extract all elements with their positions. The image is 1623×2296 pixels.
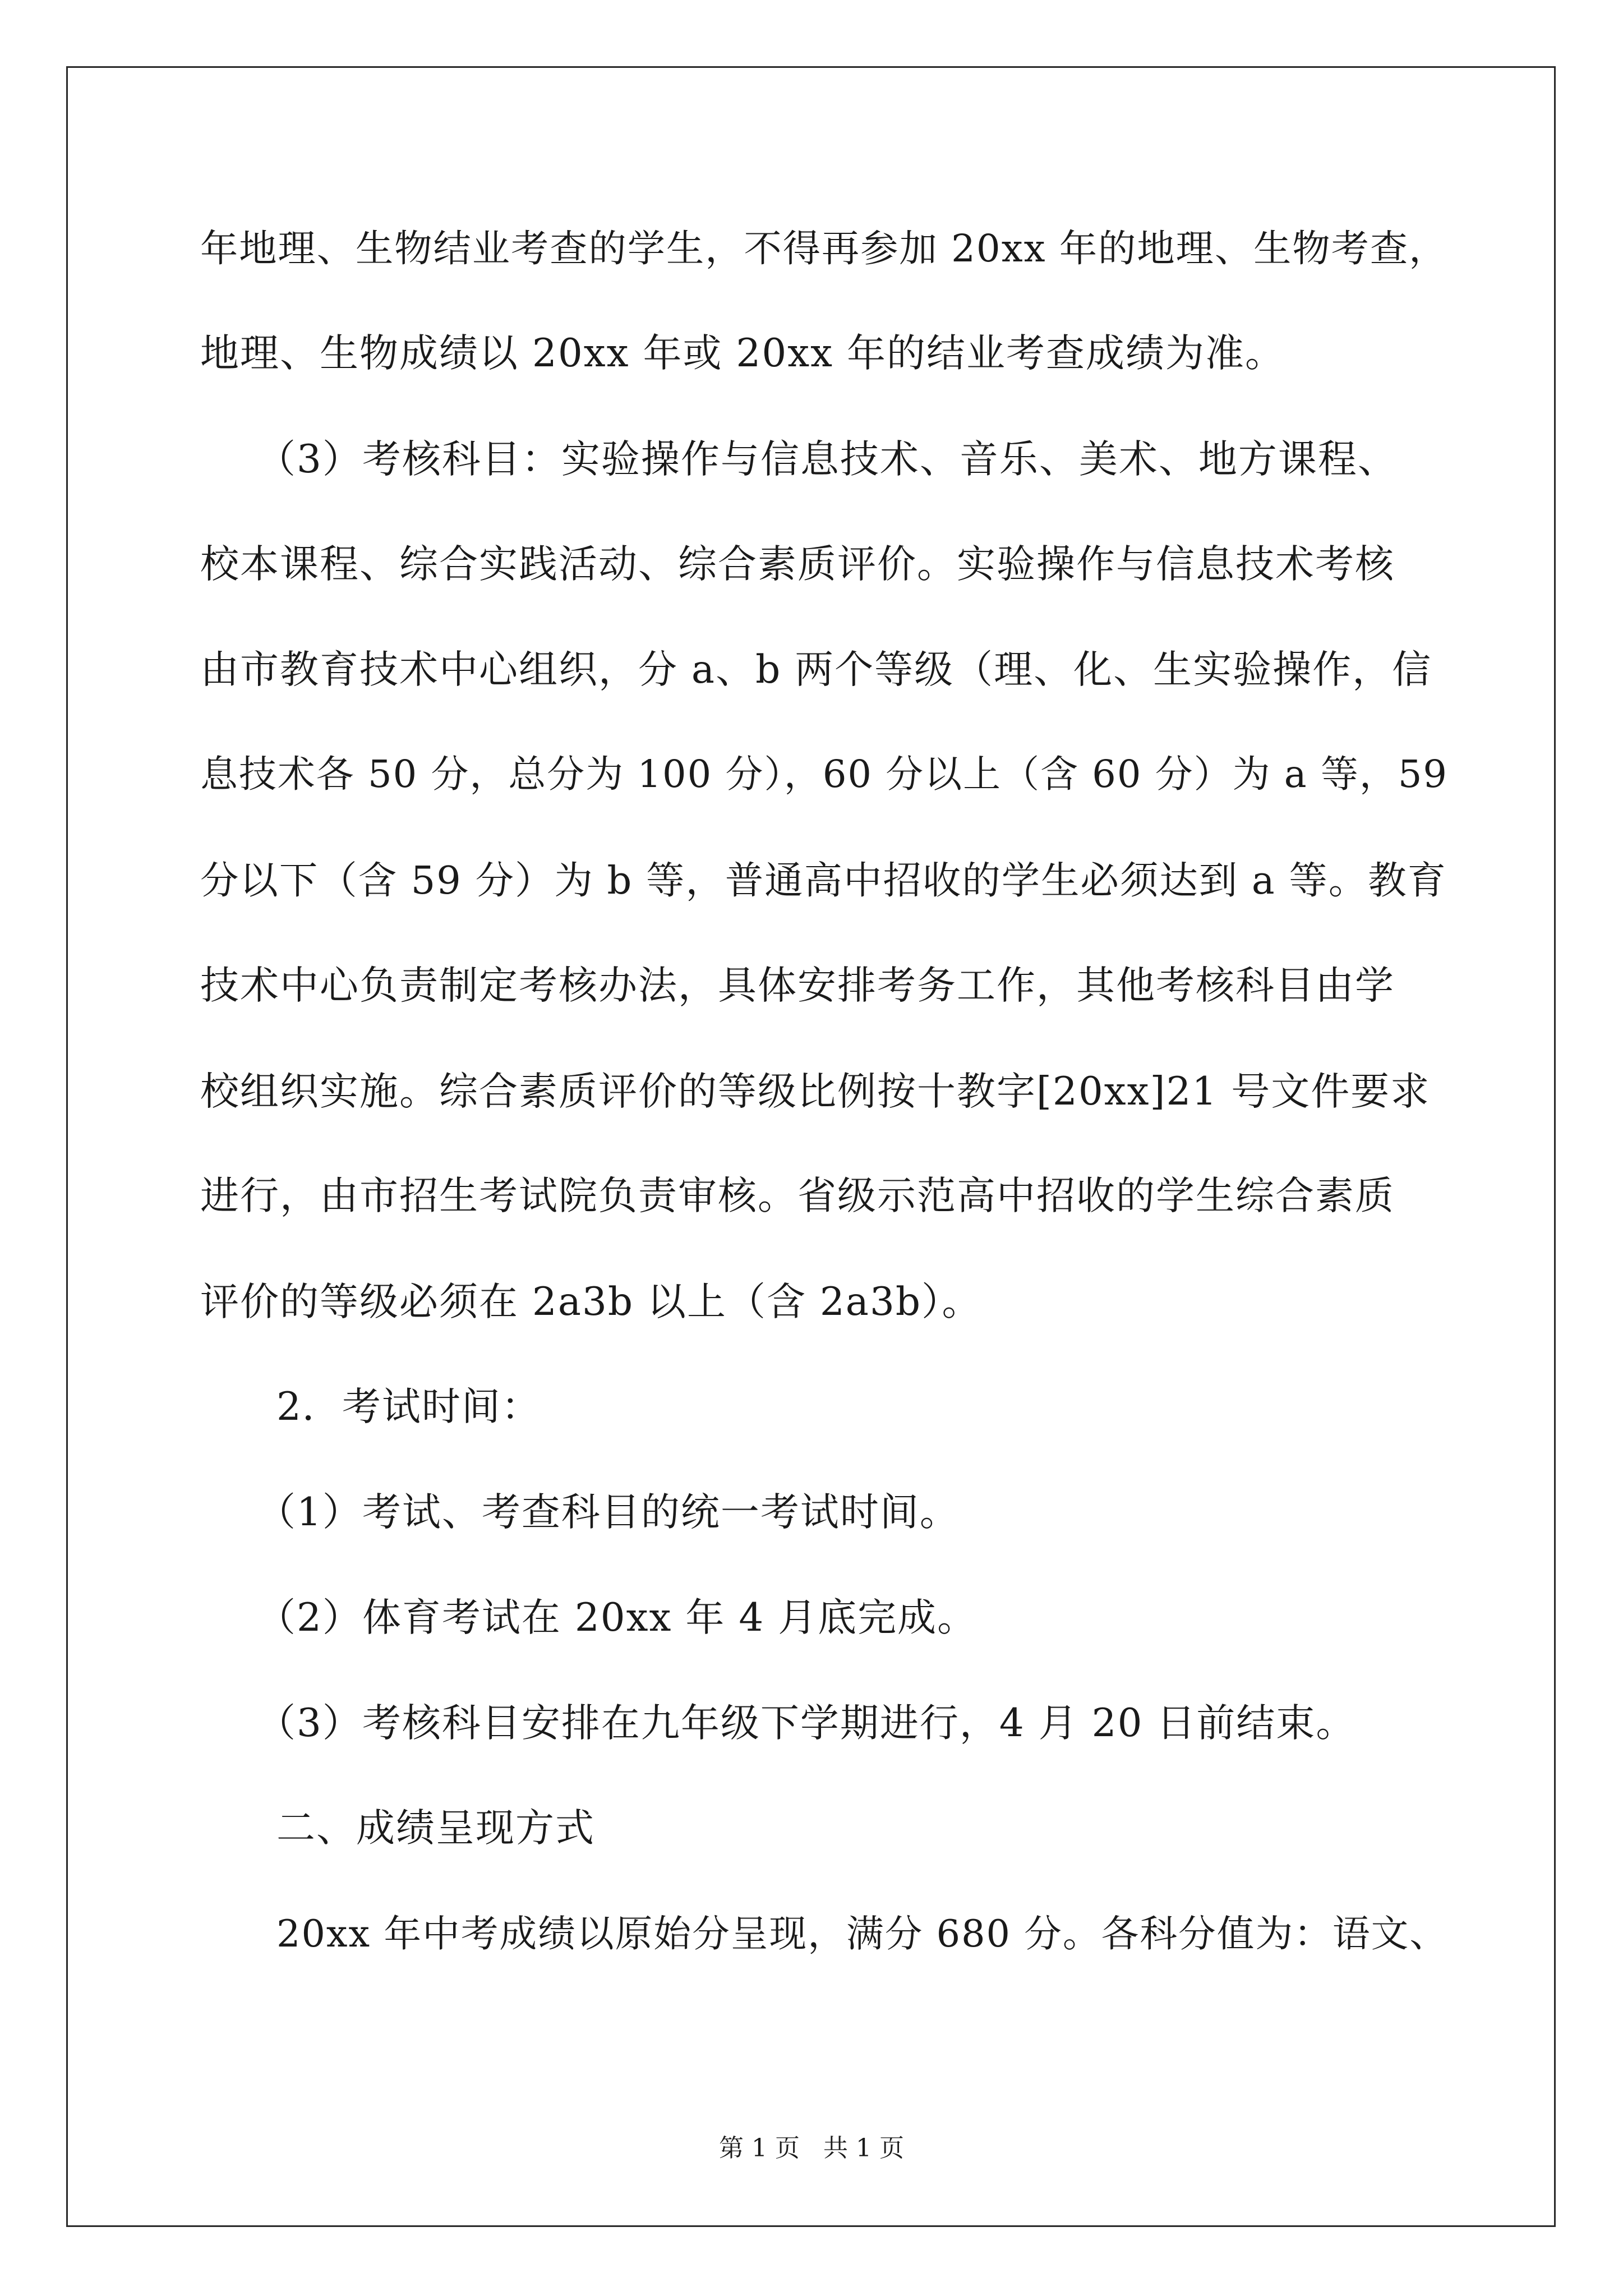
text-line: 分以下（含 59 分）为 b 等，普通高中招收的学生必须达到 a 等。教育 [200, 858, 1447, 903]
text-line: 20xx 年中考成绩以原始分呈现，满分 680 分。各科分值为：语文、 [276, 1912, 1449, 1955]
text-line: 进行，由市招生考试院负责审核。省级示范高中招收的学生综合素质 [200, 1174, 1395, 1218]
text-line: 由市教育技术中心组织，分 a、b 两个等级（理、化、生实验操作，信 [200, 647, 1432, 692]
text-line: 评价的等级必须在 2a3b 以上（含 2a3b）。 [200, 1280, 982, 1324]
text-line: 地理、生物成绩以 20xx 年或 20xx 年的结业考查成绩为准。 [200, 331, 1285, 376]
text-line: 技术中心负责制定考核办法，具体安排考务工作，其他考核科目由学 [200, 963, 1395, 1008]
page-border [66, 66, 1556, 2227]
text-line: 校组织实施。综合素质评价的等级比例按十教字[20xx]21 号文件要求 [200, 1069, 1431, 1114]
text-line: （3）考核科目：实验操作与信息技术、音乐、美术、地方课程、 [257, 437, 1398, 482]
text-line: （2）体育考试在 20xx 年 4 月底完成。 [257, 1595, 978, 1640]
page-footer: 第 1 页 共 1 页 [719, 2134, 904, 2162]
text-line: （1）考试、考查科目的统一考试时间。 [257, 1490, 960, 1535]
text-line: 校本课程、综合实践活动、综合素质评价。实验操作与信息技术考核 [200, 542, 1395, 587]
text-line: 2．考试时间： [276, 1384, 541, 1429]
text-line: 息技术各 50 分，总分为 100 分），60 分以上（含 60 分）为 a 等，59 [200, 752, 1449, 796]
text-line: 年地理、生物结业考查的学生，不得再参加 20xx 年的地理、生物考查， [200, 227, 1448, 270]
text-line: （3）考核科目安排在九年级下学期进行，4 月 20 日前结束。 [257, 1701, 1356, 1746]
text-line: 二、成绩呈现方式 [276, 1806, 595, 1851]
